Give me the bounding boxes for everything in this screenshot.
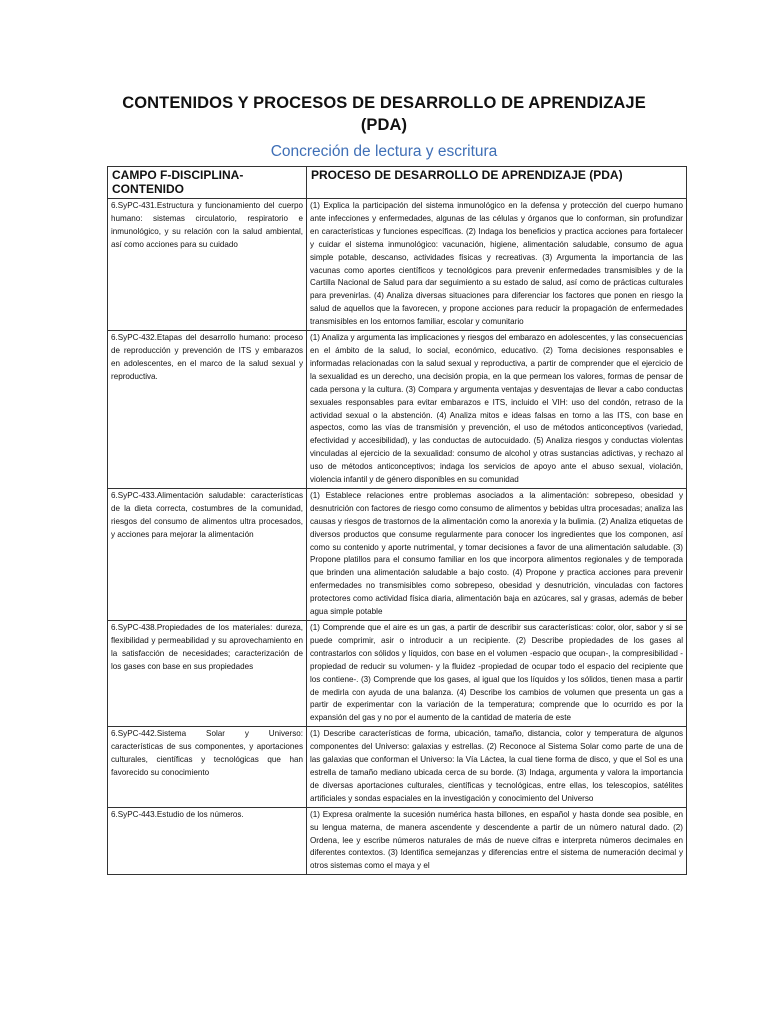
- table-row: [108, 807, 687, 875]
- header-pda: PROCESO DE DESARROLLO DE APRENDIZAJE (PDA): [307, 167, 687, 199]
- pda-cell: (1) Comprende que el aire es un gas, a partir de describir sus características: color, olor, sabor y si se puede comprimir, asir o introducir a un recipiente. (2) Describe propiedades de los gases al contrastarlos con sólidos y líquidos, con base en el volumen -espacio que ocupan-, la compresibilidad -propiedad de reducir su volumen- y la fluidez -propiedad de ocupar todo el espacio del recipiente que los contiene-. (3) Comprende que los gases, al igual que los líquidos y los sólidos, tienen masa a partir de medirla con ayuda de una balanza. (4) Describe los cambios de volumen que presenta un gas a partir de experimentar con la variación de la temperatura; comprende que lo ocurrido es por la expansión del gas y no por el aumento de la cantidad de materia de este: [307, 621, 687, 727]
- table-row: [108, 199, 687, 331]
- header-contenido: CAMPO F-DISCIPLINA-CONTENIDO: [108, 167, 307, 199]
- pda-cell: (1) Establece relaciones entre problemas asociados a la alimentación: sobrepeso, obesidad y desnutrición con factores de riesgo como consumo de alimentos y bebidas ultra procesadas; analiza las causas y riesgos de trastornos de la alimentación como la anorexia y la bulimia. (2) Analiza etiquetas de diversos productos que consume regularmente para conocer los ingredientes que los componen, así como su contenido y aporte nutrimental, y tomar decisiones a favor de una alimentación saludable. (3) Propone platillos para el consumo familiar en los que incorpora alimentos regionales y de temporada que brinden una alimentación saludable a bajo costo. (4) Propone y practica acciones para prevenir enfermedades no transmisibles como sobrepeso, obesidad y desnutrición, vinculadas con factores protectores como actividad física diaria, alimentación baja en azúcares, sal y grasas, además de beber agua simple potable: [307, 488, 687, 620]
- contenido-cell: 6.SyPC-431.Estructura y funcionamiento del cuerpo humano: sistemas circulatorio, respiratorio e inmunológico, y su relación con la salud ambiental, así como acciones para su cuidado: [108, 199, 307, 331]
- contenido-cell: 6.SyPC-432.Etapas del desarrollo humano: proceso de reproducción y prevención de ITS y embarazos en adolescentes, en el marco de la salud sexual y reproductiva.: [108, 331, 307, 489]
- contenido-cell: 6.SyPC-443.Estudio de los números.: [108, 807, 307, 875]
- table-header-row: [108, 167, 687, 199]
- page-subtitle: Concreción de lectura y escritura: [270, 143, 498, 160]
- contenido-cell: 6.SyPC-438.Propiedades de los materiales: dureza, flexibilidad y permeabilidad y su aprovechamiento en la satisfacción de necesidades; caracterización de los gases con base en sus propiedades: [108, 621, 307, 727]
- pda-table: [107, 166, 687, 875]
- table-row: [108, 331, 687, 489]
- pda-cell: (1) Analiza y argumenta las implicaciones y riesgos del embarazo en adolescentes, y las consecuencias en el ámbito de la salud, lo social, económico, educativo. (2) Toma decisiones responsables e informadas relacionadas con la salud sexual y reproductiva, a partir de comprender que el ejercicio de la sexualidad es un derecho, una decisión propia, en la que permean los valores, formas de pensar de cada persona y la cultura. (3) Compara y argumenta ventajas y desventajas de llevar a cabo conductas sexuales responsables para evitar embarazos e ITS, incluido el VIH: uso del condón, retraso de la actividad sexual o la abstención. (4) Analiza mitos e ideas falsas en torno a las ITS, con base en aspectos, como las vías de transmisión y prevención, el uso de métodos anticonceptivos (variedad, efectividad y accesibilidad), y las conductas de autocuidado. (5) Analiza riesgos y conductas violentas vinculadas al ejercicio de la sexualidad: consumo de alcohol y otras sustancias adictivas, y rechazo al uso de métodos anticonceptivos; indaga los servicios de apoyo ante el abuso sexual, violación, violencia infantil y de género disponibles en su comunidad: [307, 331, 687, 489]
- table-row: [108, 621, 687, 727]
- pda-cell: (1) Expresa oralmente la sucesión numérica hasta billones, en español y hasta donde sea posible, en su lengua materna, de manera ascendente y descendente a partir de un número natural dado. (2) Ordena, lee y escribe números naturales de más de nueve cifras e interpreta números decimales en diferentes contextos. (3) Identifica semejanzas y diferencias entre el sistema de numeración decimal y otros sistemas como el maya y el: [307, 807, 687, 875]
- table-row: [108, 727, 687, 807]
- page-title: CONTENIDOS Y PROCESOS DE DESARROLLO DE APRENDIZAJE (PDA): [122, 94, 646, 134]
- pda-cell: (1) Explica la participación del sistema inmunológico en la defensa y protección del cuerpo humano ante infecciones y enfermedades, algunas de las células y órganos que lo conforman, sin profundizar en características y funciones específicas. (2) Indaga los beneficios y practica acciones para fortalecer y cuidar el sistema inmunológico: vacunación, higiene, alimentación saludable, consumo de agua simple potable, descanso, actividades físicas y recreativas. (3) Argumenta la importancia de las vacunas como aportes científicos y tecnológicos para prevenir enfermedades transmisibles y de la Cartilla Nacional de Salud para dar seguimiento a su estado de salud, así como de prácticas culturales para prevenirlas. (4) Analiza diversas situaciones para diferenciar los factores que ponen en riesgo la salud de aquellos que la favorecen, y propone acciones para reducir la propagación de enfermedades transmisibles en los entornos familiar, escolar y comunitario: [307, 199, 687, 331]
- contenido-cell: 6.SyPC-433.Alimentación saludable: características de la dieta correcta, costumbres de la comunidad, riesgos del consumo de alimentos ultra procesados, y acciones para mejorar la alimentación: [108, 488, 307, 620]
- contenido-cell: 6.SyPC-442.Sistema Solar y Universo: características de sus componentes, y aportaciones culturales, científicas y tecnológicas que han favorecido su conocimiento: [108, 727, 307, 807]
- pda-cell: (1) Describe características de forma, ubicación, tamaño, distancia, color y temperatura de algunos componentes del Universo: galaxias y estrellas. (2) Reconoce al Sistema Solar como parte de una de las galaxias que conforman el Universo: la Vía Láctea, la cual tiene forma de disco, y que el Sol es una estrella de tamaño mediano ubicada cerca de su borde. (3) Indaga, argumenta y valora la importancia de diversas aportaciones culturales, científicas y tecnológicas, entre ellas, los telescopios, satélites artificiales y sondas espaciales en la investigación y conocimiento del Universo: [307, 727, 687, 807]
- table-row: [108, 488, 687, 620]
